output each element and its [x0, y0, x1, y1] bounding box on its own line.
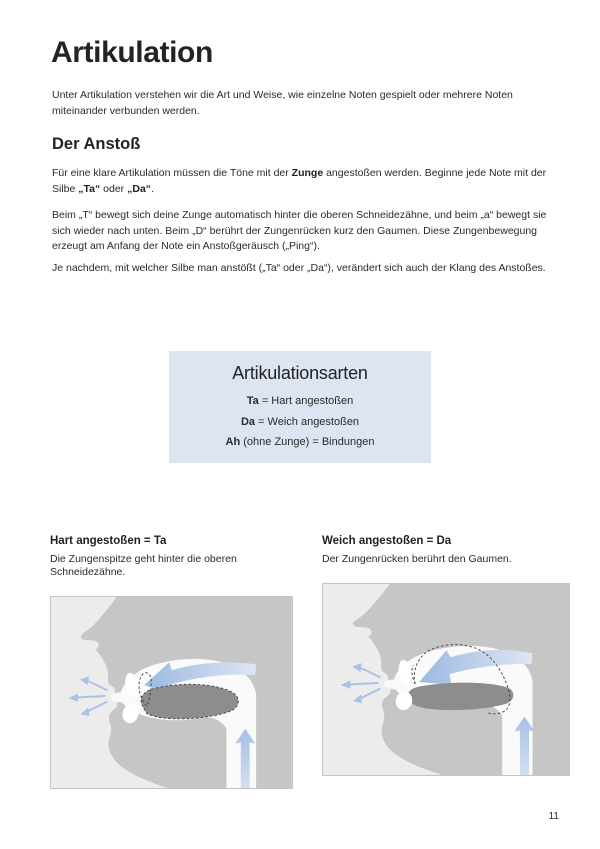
- infobox-term: Ta: [246, 395, 259, 407]
- section-paragraph-2: Beim „T“ bewegt sich deine Zunge automatisch hinter die oberen Schneidezähne, und beim „a“ bewegt sie sich wieder nach unten. Beim „D“ berührt der Zungenrücken kurz den Gaumen. Diese Zungenbewegung erzeugt am Anfang der Note ein Anstoßgeräusch („Ping“).: [52, 209, 547, 252]
- infobox-term: Da: [240, 415, 255, 428]
- page-title: Artikulation: [51, 36, 213, 69]
- figure-ta: [50, 535, 293, 789]
- infobox-definition: = Hart angestoßen: [258, 395, 354, 407]
- infobox-term: Ah: [225, 436, 241, 448]
- text-run: angestoßen werden. Beginne jede Note mit der Silbe: [52, 167, 547, 195]
- figure-ta-diagram: [50, 596, 293, 789]
- figure-da-diagram: [322, 583, 570, 776]
- section-heading: Der Anstoß: [52, 135, 141, 153]
- figure-ta-heading: Hart angestoßen = Ta: [50, 535, 167, 547]
- figure-ta-caption: Die Zungenspitze geht hinter die oberen Schneidezähne.: [50, 553, 237, 578]
- text-run: Für eine klare Artikulation müssen die Töne mit der: [52, 167, 292, 179]
- figure-da-caption: Der Zungenrücken berührt den Gaumen.: [322, 553, 512, 565]
- infobox-definition: (ohne Zunge) = Bindungen: [240, 436, 375, 448]
- tongue-shape: [141, 684, 238, 718]
- text-run-bold: Zunge: [291, 167, 324, 179]
- page-number: 11: [548, 811, 559, 822]
- section-paragraph-1: [52, 166, 566, 197]
- text-run-bold: „Ta“: [78, 182, 101, 195]
- text-run-bold: „Da“: [127, 182, 152, 195]
- figure-da: [322, 535, 570, 776]
- section-paragraph-3: Je nachdem, mit welcher Silbe man anstößt („Ta“ oder „Da“), verändert sich auch der Klang des Anstoßes.: [52, 262, 546, 274]
- infobox-item-ah: [169, 432, 431, 453]
- infobox-item-da: [169, 412, 431, 433]
- figure-da-heading: Weich angestoßen = Da: [322, 535, 452, 547]
- infobox-items: [169, 391, 431, 453]
- infobox-definition: = Weich angestoßen: [255, 415, 360, 428]
- infobox-artikulationsarten: [169, 351, 431, 463]
- intro-paragraph: Unter Artikulation verstehen wir die Art und Weise, wie einzelne Noten gespielt oder mehrere Noten miteinander verbunden werden.: [52, 89, 513, 117]
- infobox-item-ta: [169, 391, 431, 412]
- text-run: oder: [100, 182, 128, 195]
- infobox-title: Artikulationsarten: [232, 363, 368, 383]
- text-run: .: [151, 182, 154, 195]
